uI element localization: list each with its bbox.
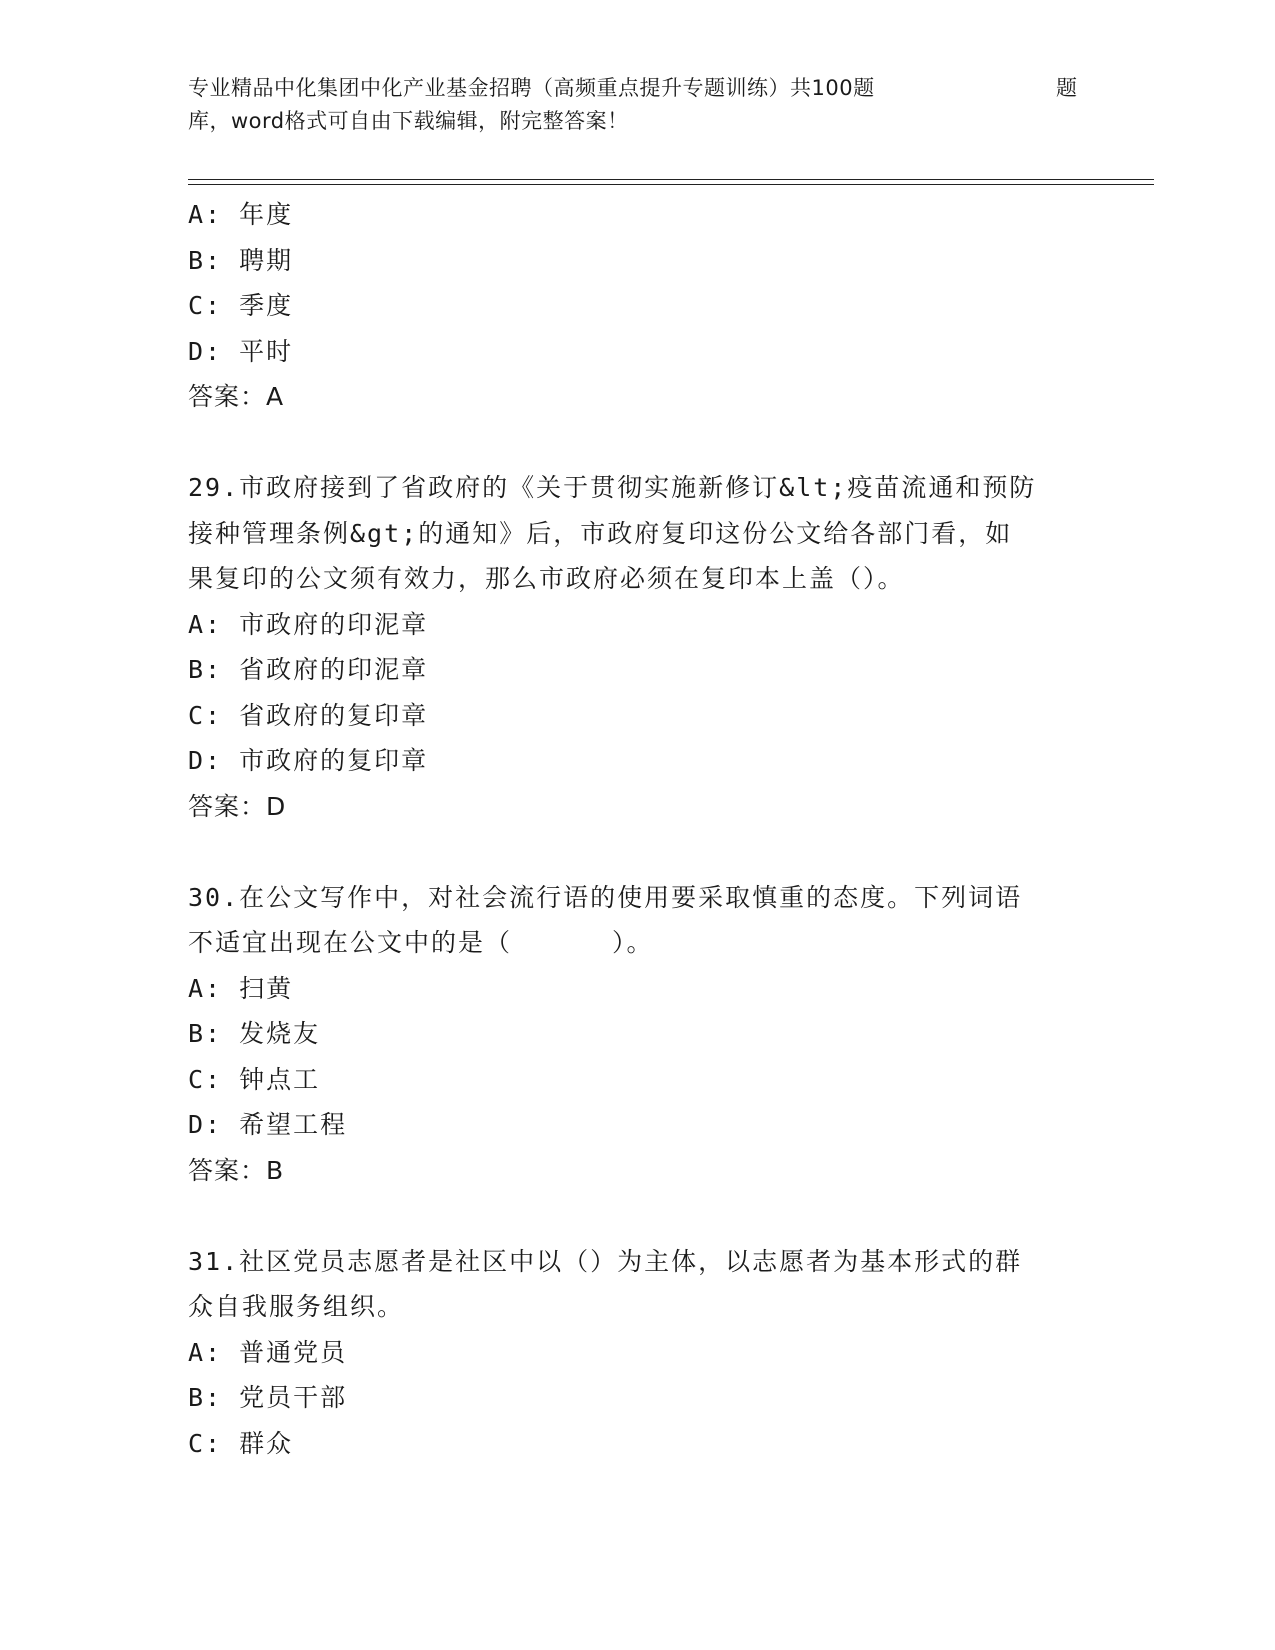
question-list (188, 192, 1088, 1466)
option-a: A: 扫黄 (188, 973, 294, 1003)
option-d: D: 平时 (188, 336, 294, 366)
question-text-line: 接种管理条例&gt;的通知》后，市政府复印这份公文给各部门看，如 (188, 518, 1013, 548)
spacer (188, 420, 1088, 466)
option-a: A: 市政府的印泥章 (188, 609, 429, 639)
option-b: B: 发烧友 (188, 1019, 321, 1048)
question-text-line: 众自我服务组织。 (188, 1292, 405, 1321)
question-text-line (188, 920, 1088, 966)
option-c: C: 群众 (188, 1428, 294, 1458)
header-title: 专业精品中化集团中化产业基金招聘（高频重点提升专题训练）共100题 (188, 76, 875, 100)
answer: 答案：B (188, 1155, 285, 1185)
option-d: D: 希望工程 (188, 1110, 348, 1139)
spacer (188, 829, 1088, 875)
spacer (188, 1193, 1088, 1239)
question-text-part: 不适宜出现在公文中的是（ (188, 928, 513, 957)
option-c: C: 省政府的复印章 (188, 700, 429, 730)
option-b: B: 党员干部 (188, 1383, 348, 1412)
question-text-line: 30.在公文写作中，对社会流行语的使用要采取慎重的态度。下列词语 (188, 882, 1023, 912)
answer: 答案：D (188, 791, 287, 821)
header-line-1 (188, 72, 1088, 105)
option-c: C: 季度 (188, 291, 294, 320)
header-title-tail: 题 (1056, 76, 1078, 100)
answer: 答案：A (188, 382, 285, 411)
page-header (188, 72, 1088, 138)
header-divider-bottom (188, 184, 1154, 185)
option-a: A: 年度 (188, 200, 294, 229)
question-31 (188, 1239, 1088, 1467)
question-text-line: 31.社区党员志愿者是社区中以（）为主体，以志愿者为基本形式的群 (188, 1246, 1023, 1276)
question-text-line: 29.市政府接到了省政府的《关于贯彻实施新修订&lt;疫苗流通和预防 (188, 473, 1037, 502)
header-divider-top (188, 179, 1154, 180)
option-c: C: 钟点工 (188, 1064, 321, 1094)
header-line-2: 库，word格式可自由下载编辑，附完整答案！ (188, 109, 629, 133)
question-30 (188, 875, 1088, 1194)
option-b: B: 聘期 (188, 245, 294, 275)
question-29 (188, 465, 1088, 829)
question-text-line: 果复印的公文须有效力，那么市政府必须在复印本上盖（）。 (188, 564, 905, 593)
option-d: D: 市政府的复印章 (188, 746, 429, 775)
option-b: B: 省政府的印泥章 (188, 655, 429, 684)
question-28 (188, 192, 1088, 420)
option-a: A: 普通党员 (188, 1337, 348, 1367)
question-text-part: ）。 (612, 928, 654, 957)
